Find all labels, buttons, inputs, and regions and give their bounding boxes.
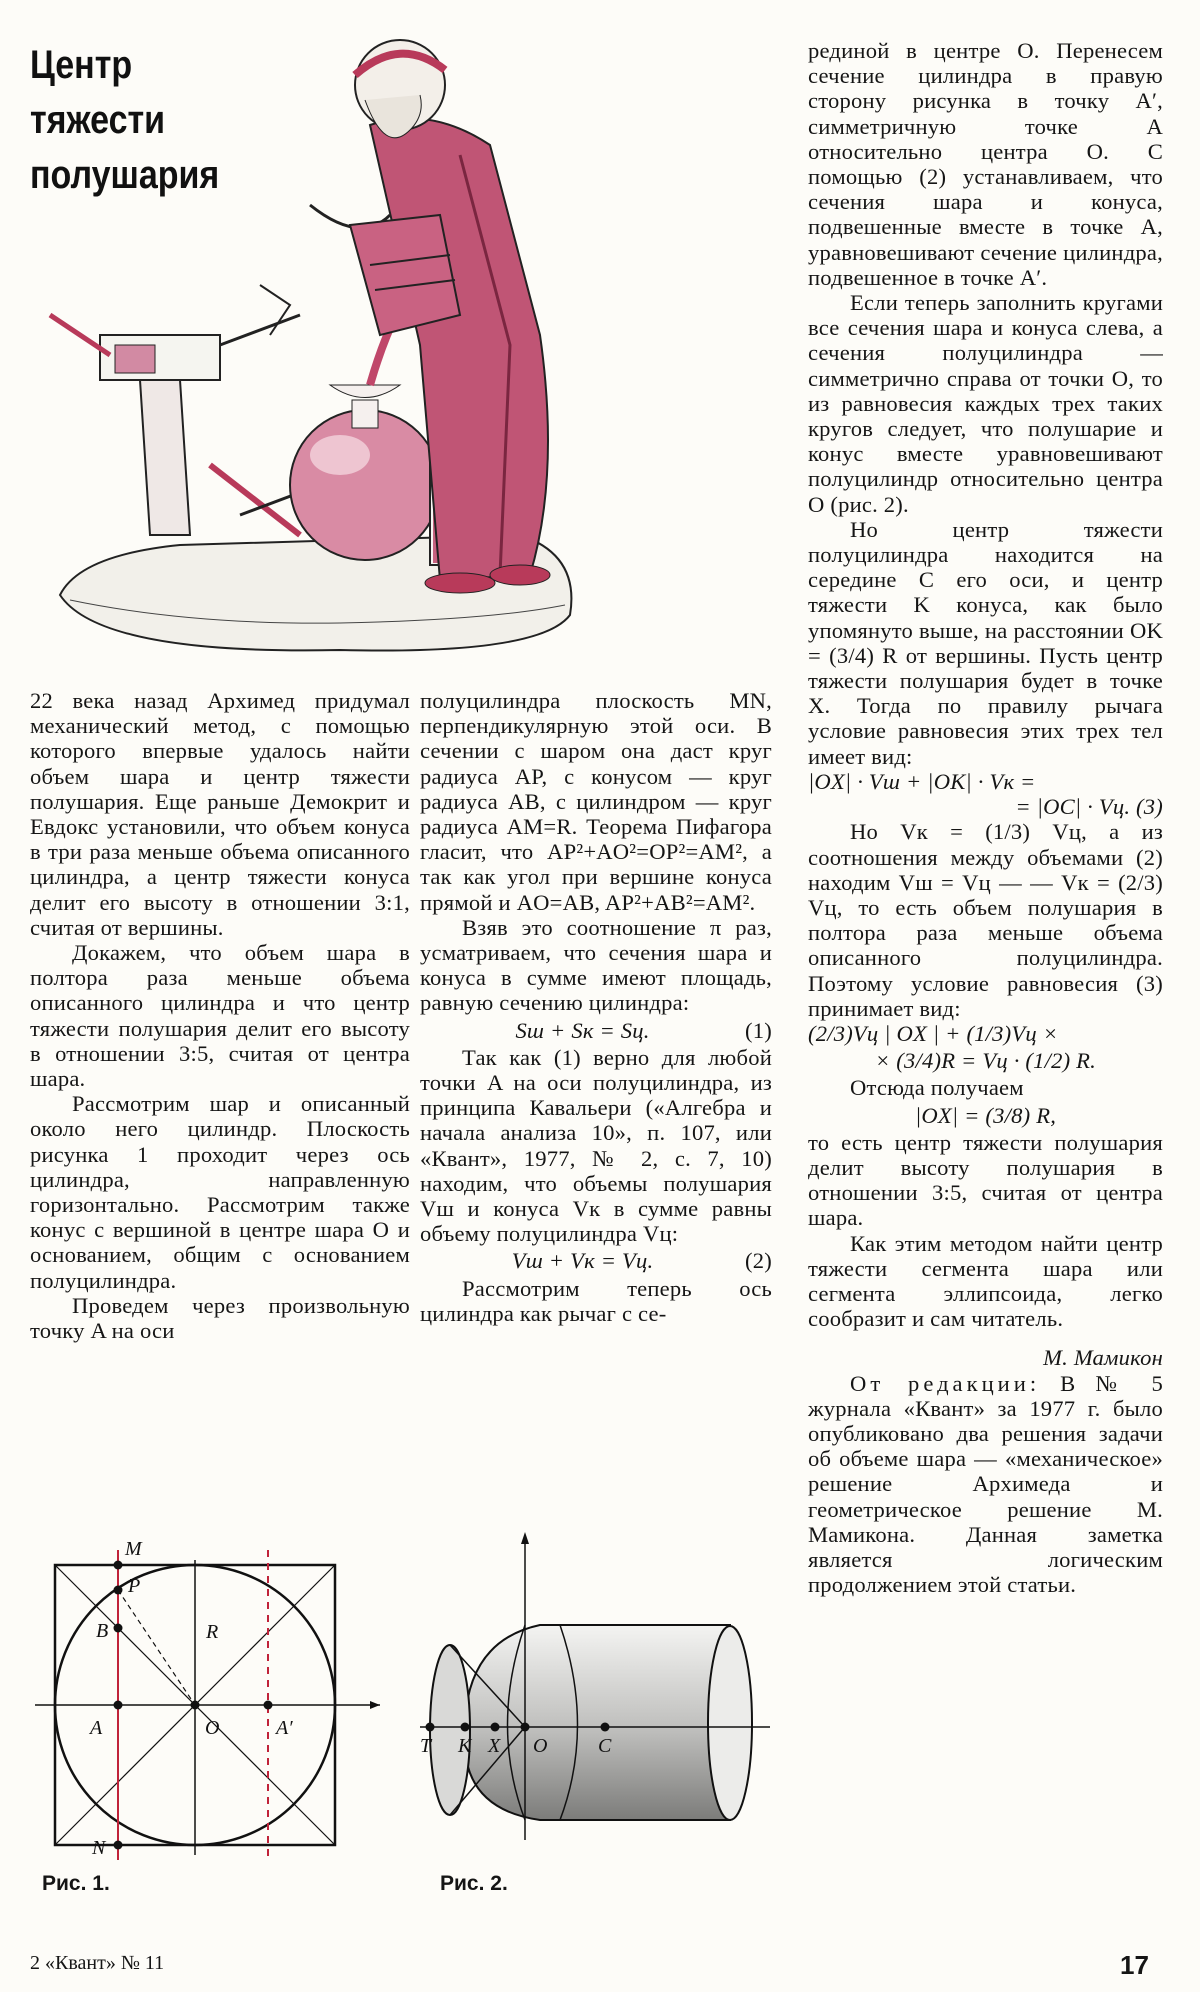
paragraph: Если теперь заполнить кругами все сечения шара и конуса слева, а сечения полуцилиндра — симметрично справа от точки O, то из равновесия каждых трех таких кругов следует, что полушарие и конус вместе уравновешивают полуцилиндр относительно центра O (рис. 2). (808, 290, 1163, 517)
formula-number: (2) (745, 1248, 772, 1274)
editor-label: От редакции: (850, 1370, 1041, 1396)
paragraph: полуцилиндра плоскость MN, перпендикулярную этой оси. В сечении с шаром она даст круг радиуса AP, с конусом — круг радиуса AB, с цилиндром — круг радиуса AM=R. Теорема Пифагора гласит, что AP²+AO²=OP²=AM², а так как угол при вершине конуса прямой и AO=AB, AP²+AB²=AM². (420, 688, 772, 915)
editor-text: В № 5 журнала «Квант» за 1977 г. было опубликовано два решения задачи об объеме шара — «механическое» решение Архимеда и геометрическое решение М. Мамикона. Данная заметка является логическим продолжением этой статьи. (808, 1370, 1163, 1598)
column-3 (808, 38, 1163, 1597)
radius-op (118, 1590, 195, 1705)
label-t: T (420, 1735, 432, 1757)
body-shape (450, 1625, 730, 1820)
label-o: O (205, 1717, 220, 1739)
formula-4-line-1: (2/3)Vц | OX | + (1/3)Vц × (808, 1020, 1059, 1046)
editor-note (808, 1371, 1163, 1598)
axis-arrow-icon (521, 1532, 529, 1544)
label-r: R (206, 1621, 219, 1643)
label-k: K (458, 1735, 472, 1757)
column-2 (420, 688, 772, 1326)
paragraph: Но центр тяжести полуцилиндра находится на середине C его оси, и центр тяжести K конуса, как было упомянуто выше, на расстоянии OK = (3/4) R от вершины. Пусть центр тяжести полушария будет в точке X. Тогда по правилу рычага условие равновесия этих трех тел имеет вид: (808, 516, 1163, 769)
paragraph: 22 века назад Архимед придумал механический метод, с помощью которого впервые удалось найти объем шара и центр тяжести полушария. Еще раньше Демокрит и Евдокс установили, что объем конуса в три раза меньше объема описанного цилиндра, а центр тяжести конуса делит его высоту в отношении 3:1, считая от вершины. (30, 688, 410, 940)
title-line: тяжести (30, 98, 166, 142)
formula-text: Sш + Sк = Sц. (515, 1017, 650, 1043)
paragraph: Отсюда получаем (850, 1075, 1024, 1101)
formula-3-line-2: = |OC| · Vц. (3) (1015, 794, 1163, 820)
label-o: O (533, 1735, 548, 1757)
formula-number: (1) (745, 1017, 772, 1043)
label-b: B (96, 1620, 109, 1642)
page-number: 17 (1120, 1950, 1149, 1980)
formula-text: Vш + Vк = Vц. (511, 1248, 654, 1274)
paragraph: Рассмотрим теперь ось цилиндра как рычаг с се- (420, 1275, 772, 1326)
formula-4-line-2: × (3/4)R = Vц · (1/2) R. (874, 1048, 1097, 1074)
figure-2-caption: Рис. 2. (440, 1872, 508, 1895)
paragraph: Как этим методом найти центр тяжести сегмента шара или сегмента эллипсоида, легко сообразит и сам читатель. (808, 1230, 1163, 1332)
paragraph: Взяв это соотношение π раз, усматриваем, что сечения шара и конуса в сумме имеют площадь, равную сечению цилиндра: (420, 914, 772, 1016)
label-x: X (488, 1735, 501, 1757)
archimedes-illustration-icon (40, 15, 600, 655)
cylinder-end (708, 1626, 752, 1820)
label-m: M (125, 1538, 142, 1560)
formula-5: |OX| = (3/8) R, (914, 1102, 1057, 1128)
paragraph: Рассмотрим шар и описанный около него цилиндр. Плоскость рисунка 1 проходит через ось цилиндра, направленную горизонтально. Рассмотрим также конус с вершиной в центре шара O и основанием, общим с основанием полуцилиндра. (30, 1091, 410, 1293)
paragraph: Проведем через произвольную точку A на оси (30, 1292, 410, 1344)
axis-arrow-icon (370, 1701, 380, 1709)
paragraph: Докажем, что объем шара в полтора раза меньше объема описанного цилиндра и что центр тяжести полушария делит его высоту в отношении 3:5, считая от центра шара. (30, 940, 410, 1092)
title-line: Центр (30, 43, 133, 87)
title-line: полушария (30, 153, 220, 197)
paragraph: то есть центр тяжести полушария делит высоту полушария в отношении 3:5, считая от центра шара. (808, 1129, 1163, 1231)
paragraph: Но Vк = (1/3) Vц, а из соотношения между объемами (2) находим Vш = Vц — — Vк = (2/3) Vц, то есть объем полушария в полтора раза меньше объема описанного полуцилиндра. Поэтому условие равновесия (3) принимает вид: (808, 819, 1163, 1021)
author-signature: М. Мамикон (1043, 1345, 1163, 1371)
label-a: A (90, 1717, 103, 1739)
column-1 (30, 688, 410, 1343)
journal-footer: 2 «Квант» № 11 (30, 1952, 165, 1974)
figure-1 (30, 1520, 390, 1860)
paragraph: рединой в центре O. Перенесем сечение цилиндра в правую сторону рисунка в точку A′, симметричную точке A относительно центра O. С помощью (2) устанавливаем, что сечения шара и конуса, подвешенные вместе в точке A, уравновешивают сечение цилиндра, подвешенное в точке A′. (808, 38, 1163, 290)
figure-1-caption: Рис. 1. (42, 1872, 110, 1895)
formula-1 (420, 1018, 772, 1043)
label-n: N (92, 1837, 106, 1859)
figure-2 (410, 1520, 810, 1860)
formula-3-line-1: |OX| · Vш + |OK| · Vк = (808, 768, 1036, 794)
label-p: P (128, 1575, 141, 1597)
label-c: C (598, 1735, 612, 1757)
paragraph: Так как (1) верно для любой точки A на оси полуцилиндра, из принципа Кавальери («Алгебра и начала анализа 10», п. 107, или «Квант», 1977, № 2, с. 7, 10) находим, что объемы полушария Vш и конуса Vк в сумме равны объему полуцилиндра Vц: (420, 1044, 772, 1247)
formula-2 (420, 1248, 772, 1273)
label-a-prime: A′ (276, 1717, 293, 1739)
